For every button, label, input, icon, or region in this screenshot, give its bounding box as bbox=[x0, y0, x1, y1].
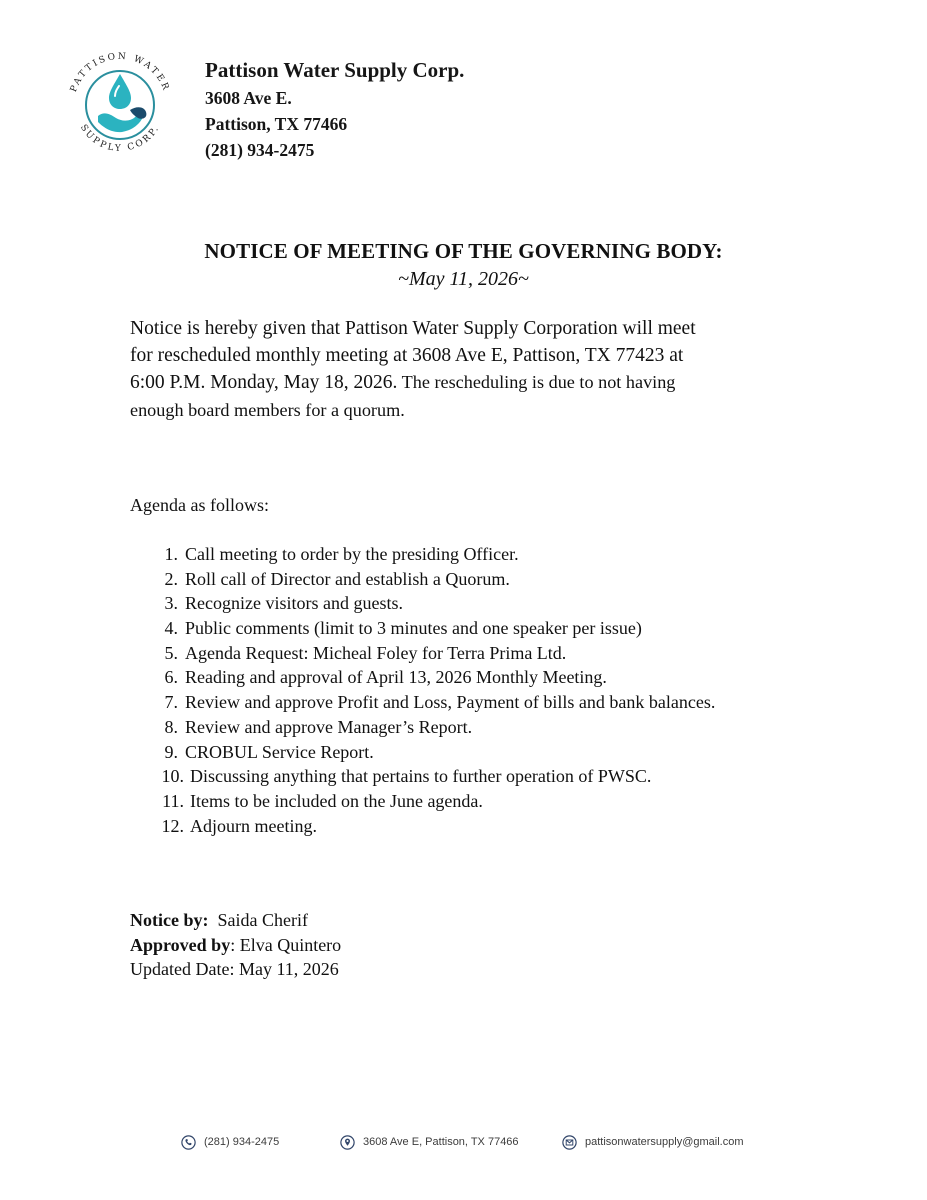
agenda-item-text: Review and approve Profit and Loss, Payment of bills and bank balances. bbox=[185, 692, 716, 713]
agenda-item bbox=[130, 616, 850, 641]
notice-line: for rescheduled monthly meeting at 3608 Ave E, Pattison, TX 77423 at bbox=[130, 344, 684, 366]
agenda-item-text: Discussing anything that pertains to further operation of PWSC. bbox=[190, 766, 652, 787]
water-drop-icon bbox=[109, 74, 131, 109]
agenda-item bbox=[130, 690, 850, 715]
phone-icon bbox=[181, 1135, 196, 1150]
agenda-item-number: 9. bbox=[164, 741, 178, 762]
agenda-item-number: 8. bbox=[164, 716, 178, 737]
notice-date: ~May 11, 2026~ bbox=[398, 268, 529, 290]
company-city-state-zip: Pattison, TX 77466 bbox=[205, 114, 348, 134]
agenda-item-text: Review and approve Manager’s Report. bbox=[185, 716, 473, 737]
notice-paragraph bbox=[130, 316, 820, 423]
agenda-item-number: 1. bbox=[164, 544, 178, 564]
agenda-item-text: Adjourn meeting. bbox=[190, 815, 317, 836]
page-title: NOTICE OF MEETING OF THE GOVERNING BODY: bbox=[204, 239, 723, 263]
approved-by-row bbox=[130, 933, 341, 958]
agenda-item-text: CROBUL Service Report. bbox=[185, 741, 374, 762]
logo-arc-bottom-text: SUPPLY CORP. bbox=[77, 122, 163, 154]
notice-line: Notice is hereby given that Pattison Water Supply Corporation will meet bbox=[130, 318, 696, 339]
agenda-item bbox=[130, 591, 850, 616]
company-name: Pattison Water Supply Corp. bbox=[205, 58, 465, 82]
letterhead bbox=[205, 56, 464, 163]
footer bbox=[0, 1132, 927, 1152]
footer-email-text[interactable]: pattisonwatersupply@gmail.com bbox=[585, 1136, 744, 1148]
agenda-item-number: 12. bbox=[161, 815, 184, 836]
agenda-item-number: 7. bbox=[164, 692, 178, 713]
agenda-item-text: Recognize visitors and guests. bbox=[185, 593, 403, 614]
notice-by-label: Notice by: bbox=[130, 910, 209, 930]
agenda-intro: Agenda as follows: bbox=[130, 495, 269, 515]
agenda-item bbox=[130, 764, 850, 789]
agenda-item-number: 6. bbox=[164, 667, 178, 688]
agenda-list bbox=[130, 542, 850, 838]
notice-by-value: Saida Cherif bbox=[208, 910, 308, 930]
footer-address-text: 3608 Ave E, Pattison, TX 77466 bbox=[363, 1136, 519, 1148]
agenda-item-text: Reading and approval of April 13, 2026 Monthly Meeting. bbox=[185, 667, 607, 688]
agenda-item-number: 5. bbox=[164, 642, 178, 663]
agenda-item bbox=[130, 789, 850, 814]
notice-line: enough board members for a quorum. bbox=[130, 399, 405, 420]
company-street: 3608 Ave E. bbox=[205, 88, 292, 108]
company-phone: (281) 934-2475 bbox=[205, 140, 315, 160]
signature-block bbox=[130, 908, 341, 982]
footer-phone bbox=[181, 1132, 279, 1152]
agenda-item bbox=[130, 641, 850, 666]
footer-address bbox=[340, 1132, 519, 1152]
company-logo bbox=[58, 48, 182, 162]
agenda-item-number: 2. bbox=[164, 568, 178, 589]
agenda-item-text: Items to be included on the June agenda. bbox=[190, 790, 483, 811]
logo-arc-top-text: PATTISON WATER bbox=[69, 51, 172, 94]
location-pin-icon bbox=[340, 1135, 355, 1150]
agenda-item-text: Roll call of Director and establish a Quorum. bbox=[185, 568, 510, 589]
email-icon bbox=[562, 1135, 577, 1150]
agenda-item-number: 3. bbox=[164, 593, 178, 614]
logo-emblem bbox=[58, 48, 182, 162]
logo-accent bbox=[130, 107, 146, 119]
agenda-item-text: Agenda Request: Micheal Foley for Terra Prima Ltd. bbox=[185, 642, 567, 663]
notice-line bbox=[130, 369, 820, 397]
agenda-item-number: 4. bbox=[164, 618, 178, 639]
agenda-item bbox=[130, 665, 850, 690]
agenda-item bbox=[130, 542, 850, 567]
meeting-time: 6:00 P.M. Monday, May 18, 2026. bbox=[130, 372, 398, 393]
footer-email bbox=[562, 1132, 744, 1152]
updated-date: Updated Date: May 11, 2026 bbox=[130, 959, 339, 979]
agenda-item-number: 10. bbox=[161, 766, 184, 787]
agenda-item bbox=[130, 567, 850, 592]
notice-by-row bbox=[130, 908, 341, 933]
approved-by-label: Approved by bbox=[130, 934, 231, 955]
footer-phone-text: (281) 934-2475 bbox=[204, 1136, 280, 1148]
agenda-item-text: Call meeting to order by the presiding Officer. bbox=[185, 544, 519, 564]
agenda-item bbox=[130, 715, 850, 740]
agenda-item-text: Public comments (limit to 3 minutes and one speaker per issue) bbox=[185, 618, 642, 639]
agenda-item bbox=[130, 740, 850, 765]
approved-by-value: : Elva Quintero bbox=[230, 934, 342, 955]
agenda-item bbox=[130, 814, 850, 839]
reschedule-reason: The rescheduling is due to not having bbox=[397, 372, 676, 392]
agenda-item-number: 11. bbox=[162, 790, 184, 811]
